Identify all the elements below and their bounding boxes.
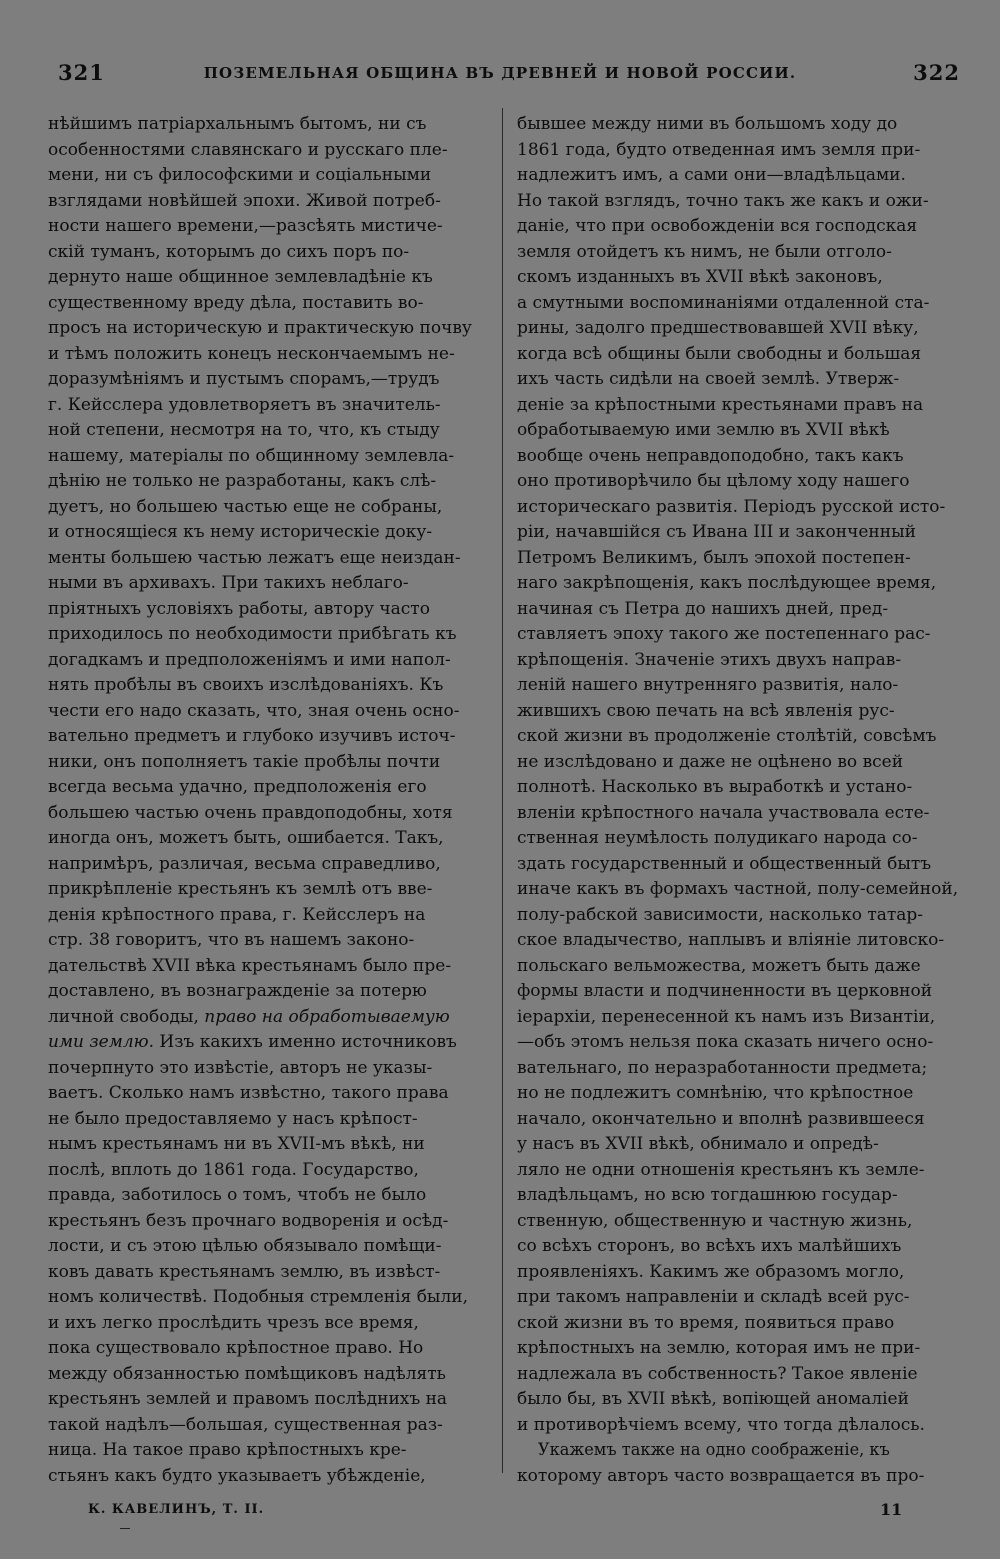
running-title: ПОЗЕМЕЛЬНАЯ ОБЩИНА ВЪ ДРЕВНЕЙ И НОВОЙ РОССИИ. [203,64,797,82]
text-line: формы власти и подчиненности въ церковной [517,981,933,1001]
text-line: менты большею частью лежатъ еще неиздан- [48,547,461,568]
text-line: даніе, что при освобожденіи вся господская [517,216,918,236]
text-line: стр. 38 говоритъ, что въ нашемъ законо- [48,930,415,950]
signature-mark: К. КАВЕЛИНЪ, Т. II. [88,1502,265,1517]
text-line: крестьянъ безъ прочнаго водворенія и осѣд- [48,1210,449,1231]
text-line: рины, задолго предшествовавшей XVII вѣку, [517,318,919,338]
text-line: ихъ часть сидѣли на своей землѣ. Утверж- [517,369,900,389]
text-line: скій туманъ, которымъ до сихъ поръ по- [48,241,410,262]
text-line: скомъ изданныхъ въ XVII вѣкѣ законовъ, [517,267,883,287]
text-line: мени, ни съ философскими и соціальными [48,165,432,185]
text-line: и противорѣчіемъ всему, что тогда дѣлалось. [517,1414,925,1435]
text-line: полу-рабской зависимости, насколько татар- [517,904,924,925]
column-divider [502,108,503,1473]
emphasis-text: право на обработываемую [204,1006,450,1027]
text-line: надлежитъ имъ, а сами они—владѣльцами. [517,165,906,185]
text-line: нымъ крестьянамъ ни въ XVII-мъ вѣкѣ, ни [48,1134,425,1154]
text-line: правда, заботилось о томъ, чтобъ не было [48,1185,427,1205]
text-line: личной свободы, право на обработываемую [48,1006,450,1027]
text-line: леній нашего внутренняго развитія, нало- [517,675,899,695]
text-line: польскаго вельможества, можетъ быть даже [517,955,921,976]
text-line: Петромъ Великимъ, былъ эпохой постепен- [517,547,911,568]
text-line: ское владычество, наплывъ и вліяніе литовско- [517,930,945,950]
text-line: Укажемъ также на одно соображеніе, къ [537,1440,890,1460]
right-column [517,112,963,1489]
text-line: доставлено, въ вознагражденіе за потерю [48,981,427,1001]
text-line: иногда онъ, можетъ быть, ошибается. Такъ, [48,828,444,848]
text-line: ности нашего времени,—разсѣять мистиче- [48,216,443,236]
text-line: со всѣхъ сторонъ, во всѣхъ ихъ малѣйшихъ [517,1236,902,1256]
text-line: между обязанностью помѣщиковъ надѣлять [48,1363,446,1384]
text-line: у насъ въ XVII вѣкѣ, обнимало и опредѣ- [517,1134,879,1154]
left-page-number: 321 [58,60,105,85]
text-line: пока существовало крѣпостное право. Но [48,1338,424,1358]
text-line: послѣ, вплоть до 1861 года. Государство, [48,1159,419,1180]
text-line: крестьянъ землей и правомъ послѣднихъ на [48,1389,448,1409]
text-line: оно противорѣчило бы цѣлому ходу нашего [517,471,910,491]
text-line: ники, онъ пополняетъ такіе пробѣлы почти [48,751,441,772]
text-line: когда всѣ общины были свободны и большая [517,343,922,364]
text-line: земля отойдетъ къ нимъ, не были отголо- [517,241,892,262]
text-line: лости, и съ этою цѣлью обязывало помѣщи- [48,1236,442,1256]
text-line: взглядами новѣйшей эпохи. Живой потреб- [48,190,441,211]
text-line: ными въ архивахъ. При такихъ неблаго- [48,573,409,593]
text-line: стьянъ какъ будто указываетъ убѣжденіе, [48,1465,426,1486]
text-line: 1861 года, будто отведенная имъ земля при- [517,139,921,160]
footer-dash [120,1528,130,1529]
text-line: крѣпостныхъ на землю, которая имъ не при- [517,1338,921,1358]
text-line: напримѣръ, различая, весьма справедливо, [48,853,441,874]
text-line: полнотѣ. Насколько въ выработкѣ и устано- [517,777,913,797]
text-line: ковъ давать крестьянамъ землю, въ извѣст- [48,1261,441,1282]
text-line: такой надѣлъ—большая, существенная раз- [48,1414,443,1435]
text-line: вленіи крѣпостного начала участвовала есте- [517,802,930,823]
text-line: крѣпощенія. Значеніе этихъ двухъ направ- [517,649,902,670]
text-line: денія крѣпостного права, г. Кейсслеръ на [48,904,426,925]
sheet-number: 11 [880,1500,903,1519]
text-line: деніе за крѣпостными крестьянами правъ на [517,394,924,415]
text-line: ница. На такое право крѣпостныхъ кре- [48,1440,407,1460]
text-line: вообще очень неправдоподобно, такъ какъ [517,445,904,466]
text-line: ственная неумѣлость полудикаго народа со- [517,828,918,848]
text-line: ственную, общественную и частную жизнь, [517,1210,913,1231]
text-line: которому авторъ часто возвращается въ про- [517,1465,925,1486]
text-line: приходилось по необходимости прибѣгать къ [48,624,457,644]
text-line: при такомъ направленіи и складѣ всей рус- [517,1287,910,1307]
text-line: обработываемую ими землю въ XVII вѣкѣ [517,420,890,440]
text-line: жившихъ свою печать на всѣ явленія рус- [517,700,895,721]
text-line: не было предоставляемо у насъ крѣпост- [48,1108,418,1129]
text-line: іерархіи, перенесенной къ намъ изъ Византіи, [517,1006,936,1027]
text-line: большею частью очень правдоподобны, хотя [48,802,453,823]
text-line: дернуто наше общинное землевладѣніе къ [48,267,433,287]
text-line: ской жизни въ продолженіе столѣтій, совсѣмъ [517,726,937,746]
text-line: пріятныхъ условіяхъ работы, автору часто [48,598,430,619]
text-line: ставляетъ эпоху такого же постепеннаго рас- [517,624,931,644]
text-line: дательствѣ XVII вѣка крестьянамъ было пре- [48,955,452,976]
left-column [48,112,494,1489]
text-line: прикрѣпленіе крестьянъ къ землѣ отъ вве- [48,879,433,899]
text-line: и относящіеся къ нему историческіе доку- [48,522,433,542]
text-line: —объ этомъ нельзя пока сказать ничего осно- [517,1032,934,1052]
text-line: особенностями славянскаго и русскаго пле- [48,139,448,160]
text-line: наго закрѣпощенія, какъ послѣдующее время, [517,573,937,593]
text-line: просъ на историческую и практическую почву [48,318,472,338]
text-line: чести его надо сказать, что, зная очень осно- [48,700,460,721]
page-footer [0,1502,1000,1526]
text-line: здать государственный и общественный бытъ [517,853,932,874]
text-line: ими землю. Изъ какихъ именно источниковъ [48,1032,457,1052]
text-line: и тѣмъ положить конецъ нескончаемымъ не- [48,343,455,364]
text-line: нашему, матеріалы по общинному землевла- [48,445,455,466]
text-line: Но такой взглядъ, точно такъ же какъ и ожи- [517,190,929,211]
text-line: номъ количествѣ. Подобныя стремленія были, [48,1287,468,1307]
text-line: нѣйшимъ патріархальнымъ бытомъ, ни съ [48,114,427,134]
text-line: но не подлежитъ сомнѣнію, что крѣпостное [517,1083,914,1103]
text-line: ляло не одни отношенія крестьянъ къ земле- [517,1159,925,1180]
text-line: ской жизни въ то время, появиться право [517,1312,895,1333]
text-line: ной степени, несмотря на то, что, къ стыду [48,420,440,440]
text-line: бывшее между ними въ большомъ ходу до [517,114,898,134]
text-line: начало, окончательно и вполнѣ развившееся [517,1108,925,1129]
text-line: г. Кейсслера удовлетворяетъ въ значитель- [48,394,441,415]
text-line: ваетъ. Сколько намъ извѣстно, такого права [48,1083,449,1103]
text-line: надлежала въ собственность? Такое явленіе [517,1363,918,1384]
text-line: вательно предметъ и глубоко изучивъ источ- [48,726,456,746]
right-page-number: 322 [913,60,960,85]
text-line: и ихъ легко прослѣдить чрезъ все время, [48,1312,419,1333]
text-line: существенному вреду дѣла, поставить во- [48,292,424,313]
text-line: было бы, въ XVII вѣкѣ, вопіющей аномаліей [517,1389,909,1409]
text-line: почерпнуто это извѣстіе, авторъ не указы- [48,1057,433,1078]
text-line: не изслѣдовано и даже не оцѣнено во всей [517,751,904,772]
text-line: дѣнію не только не разработаны, какъ слѣ- [48,471,437,491]
text-line: доразумѣніямъ и пустымъ спорамъ,—трудъ [48,369,440,389]
text-line: нять пробѣлы въ своихъ изслѣдованіяхъ. Къ [48,675,444,695]
text-line: а смутными воспоминаніями отдаленной ста- [517,292,930,313]
text-line: вательнаго, по неразработанности предмета; [517,1057,928,1078]
text-line: владѣльцамъ, но всю тогдашнюю государ- [517,1185,898,1205]
text-line: ріи, начавшійся съ Ивана III и законченный [517,522,916,542]
emphasis-text: ими землю. [48,1032,155,1052]
text-line: проявленіяхъ. Какимъ же образомъ могло, [517,1261,905,1282]
text-line: историческаго развитія. Періодъ русской исто- [517,496,946,517]
text-line: начиная съ Петра до нашихъ дней, пред- [517,598,889,619]
text-line: всегда весьма удачно, предположенія его [48,777,427,797]
text-line: дуетъ, но большею частью еще не собраны, [48,496,443,517]
text-line: иначе какъ въ формахъ частной, полу-семейной, [517,879,959,899]
text-line: догадкамъ и предположеніямъ и ими напол- [48,649,451,670]
running-header [0,56,1000,92]
